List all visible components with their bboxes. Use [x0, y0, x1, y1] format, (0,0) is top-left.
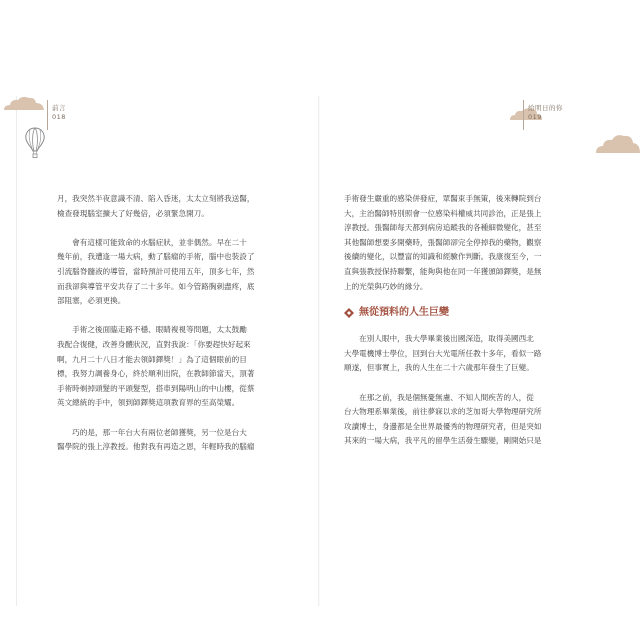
text-line: 上的光榮與巧妙的緣分。 — [344, 281, 428, 291]
paragraph-gap — [57, 309, 267, 324]
text-line: 在別人眼中，我大學畢業後出國深造，取得美國西北 — [344, 334, 534, 344]
text-line: 在那之前，我是個無憂無慮、不知人間疾苦的人，從 — [344, 392, 534, 402]
text-line: 部阻塞，必須更換。 — [57, 296, 126, 306]
text-line: 手術之後面臨走路不穩、眼睛複視等問題，太太鼓勵 — [57, 325, 247, 335]
cloud-icon — [2, 94, 46, 112]
text-line: 檢查發現腦室擴大了好幾倍，必須緊急開刀。 — [57, 208, 209, 218]
book-spine — [318, 96, 320, 606]
paragraph-gap — [57, 411, 267, 426]
text-line: 其來的一場大病，我平凡的留學生活發生驟變，剛開始只是 — [344, 436, 542, 446]
text-line: 淳教授。張醫師每天都到病房追蹤我的各種細微變化，甚至 — [344, 223, 542, 233]
right-running-header — [528, 104, 563, 122]
paragraph-gap — [344, 376, 576, 391]
text-line: 英文總統的手中，領到師鐸獎這項教育界的至高榮耀。 — [57, 398, 240, 408]
text-line: 而我卻與導管平安共存了二十多年。如今管路胸刺盡疼，底 — [57, 281, 255, 291]
chapter-title: 前言 — [52, 104, 66, 112]
text-line: 直與張教授保持聯繫，能夠與他在同一年獲頒師鐸獎，是無 — [344, 266, 542, 276]
text-line: 標，我努力調養身心，終於順利出院，在教師節當天，頂著 — [57, 369, 255, 379]
text-line: 攻讀博士，身邊都是全世界最優秀的物理研究者，但是突如 — [344, 421, 542, 431]
left-running-header — [52, 104, 66, 122]
text-line: 大學電機博士學位，回到台大光電所任教十多年，看似一路 — [344, 348, 542, 358]
book-title: 給明日的你 — [528, 104, 563, 112]
text-line: 會有這樣可能致命的水腦症狀，並非偶然。早在二十 — [57, 237, 247, 247]
section-heading-text: 無從預料的人生巨變 — [359, 306, 449, 318]
text-line: 大，主治醫師特別照會一位感染科權威共同診治，正是張上 — [344, 208, 542, 218]
header-rule — [47, 100, 48, 130]
text-line: 後續的變化，以豐富的知識和經驗作判斷。我康復至今，一 — [344, 252, 542, 262]
paragraph-gap — [57, 221, 267, 236]
right-body-text — [344, 192, 576, 449]
text-line: 月，我突然半夜意識不清、陷入昏迷，太太立刻將我送醫， — [57, 194, 255, 203]
text-line: 手術時剃掉頭髮的平頭髮型，搭車到陽明山的中山樓，從蔡 — [57, 383, 255, 393]
section-heading — [344, 304, 576, 322]
text-line: 順遂，但事實上，我的人生在二十六歲那年發生了巨變。 — [344, 363, 534, 373]
page-number: 018 — [52, 113, 66, 121]
cloud-icon — [594, 130, 640, 156]
text-line: 巧的是，那一年台大有兩位老師獲獎，另一位是台大 — [57, 427, 247, 437]
text-line: 啊，九月二十八日才能去領師鐸獎！」為了這個眼前的目 — [57, 354, 247, 364]
hot-air-balloon-icon — [24, 126, 46, 160]
text-line: 手術發生嚴重的感染併發症，眾醫束手無策，後來轉院到台 — [344, 194, 542, 203]
text-line: 台大物理系畢業後，前往夢寐以求的芝加哥大學物理研究所 — [344, 407, 542, 417]
text-line: 引流腦脊髓液的導管，當時預計可使用五年，頂多七年，然 — [57, 266, 255, 276]
text-line: 幾年前，我遭逢一場大病，動了腦瘤的手術，腦中也裝設了 — [57, 252, 255, 262]
text-line: 醫學院的張上淳教授。他對我有再造之恩，年輕時我的腦瘤 — [57, 442, 255, 452]
text-line: 其他醫師想要多開藥時，張醫師卻完全停掉我的藥物，觀察 — [344, 237, 542, 247]
text-line: 我配合復健，改善身體狀況，直對我說：「你要趕快好起來 — [57, 339, 251, 349]
page-number: 019 — [528, 113, 542, 121]
header-rule — [523, 100, 524, 130]
left-body-text — [57, 192, 267, 455]
diamond-bullet-icon — [344, 308, 354, 318]
